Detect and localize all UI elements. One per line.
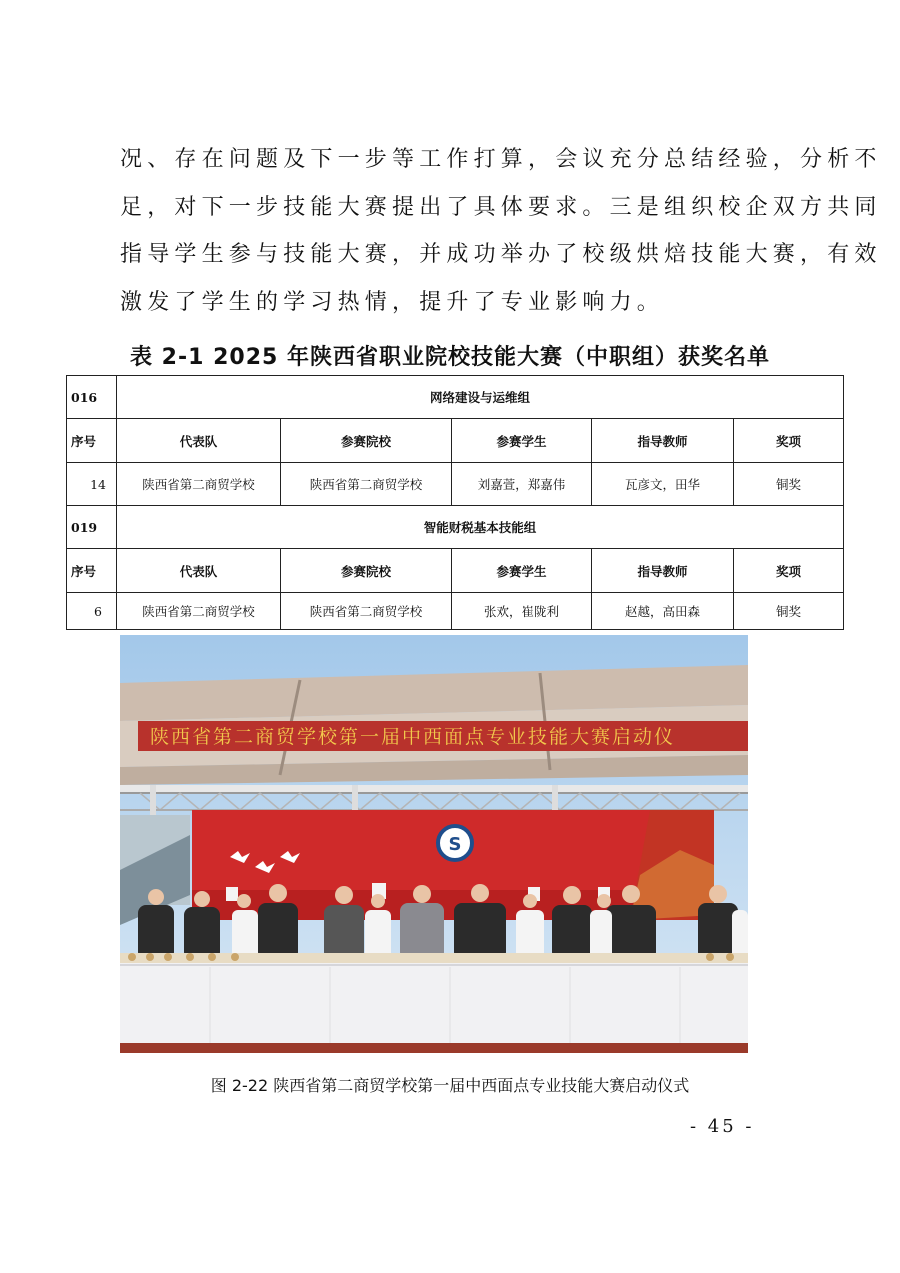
header-school: 参赛院校 (281, 549, 452, 593)
paragraph-line: 况、存在问题及下一步等工作打算，会议充分总结经验，分析不 (120, 147, 882, 172)
paragraph-line: 足，对下一步技能大赛提出了具体要求。三是组织校企双方共同 (120, 194, 882, 220)
header-seq: 序号 (67, 419, 117, 463)
header-award: 奖项 (734, 549, 844, 593)
cell-seq: 6 (67, 593, 117, 630)
body-paragraph (120, 136, 882, 326)
paragraph-line: 激发了学生的学习热情，提升了专业影响力。 (120, 289, 665, 315)
photo-banner-text: 陕西省第二商贸学校第一届中西面点专业技能大赛启动仪 (150, 726, 676, 748)
awards-table (66, 375, 844, 630)
cell-students: 刘嘉萱，郑嘉伟 (452, 463, 592, 506)
group-code: 016 (67, 376, 117, 419)
svg-text:S: S (448, 834, 462, 855)
cell-award: 铜奖 (734, 593, 844, 630)
header-school: 参赛院校 (281, 419, 452, 463)
cell-school: 陕西省第二商贸学校 (281, 463, 452, 506)
page-number: - 45 - (690, 1116, 755, 1137)
table-header-row (67, 549, 844, 593)
header-students: 参赛学生 (452, 549, 592, 593)
ceremony-photo (120, 635, 748, 1053)
group-name: 网络建设与运维组 (117, 376, 844, 419)
header-seq: 序号 (67, 549, 117, 593)
group-name: 智能财税基本技能组 (117, 506, 844, 549)
group-row (67, 506, 844, 549)
paragraph-line: 指导学生参与技能大赛，并成功举办了校级烘焙技能大赛，有效 (120, 242, 882, 267)
cell-team: 陕西省第二商贸学校 (117, 463, 281, 506)
cell-teachers: 赵越，高田森 (592, 593, 734, 630)
header-students: 参赛学生 (452, 419, 592, 463)
cell-school: 陕西省第二商贸学校 (281, 593, 452, 630)
group-row (67, 376, 844, 419)
cell-teachers: 瓦彦文，田华 (592, 463, 734, 506)
photo-tablecloth (120, 963, 748, 1043)
header-team: 代表队 (117, 549, 281, 593)
cell-students: 张欢，崔陇利 (452, 593, 592, 630)
header-team: 代表队 (117, 419, 281, 463)
header-award: 奖项 (734, 419, 844, 463)
cell-seq: 14 (67, 463, 117, 506)
table-row (67, 593, 844, 630)
cell-award: 铜奖 (734, 463, 844, 506)
cell-team: 陕西省第二商贸学校 (117, 593, 281, 630)
group-code: 019 (67, 506, 117, 549)
figure-caption: 图 2-22 陕西省第二商贸学校第一届中西面点专业技能大赛启动仪式 (210, 1076, 690, 1095)
header-teachers: 指导教师 (592, 549, 734, 593)
table-header-row (67, 419, 844, 463)
table-row (67, 463, 844, 506)
table-title: 表 2-1 2025 年陕西省职业院校技能大赛（中职组）获奖名单 (130, 345, 770, 370)
header-teachers: 指导教师 (592, 419, 734, 463)
